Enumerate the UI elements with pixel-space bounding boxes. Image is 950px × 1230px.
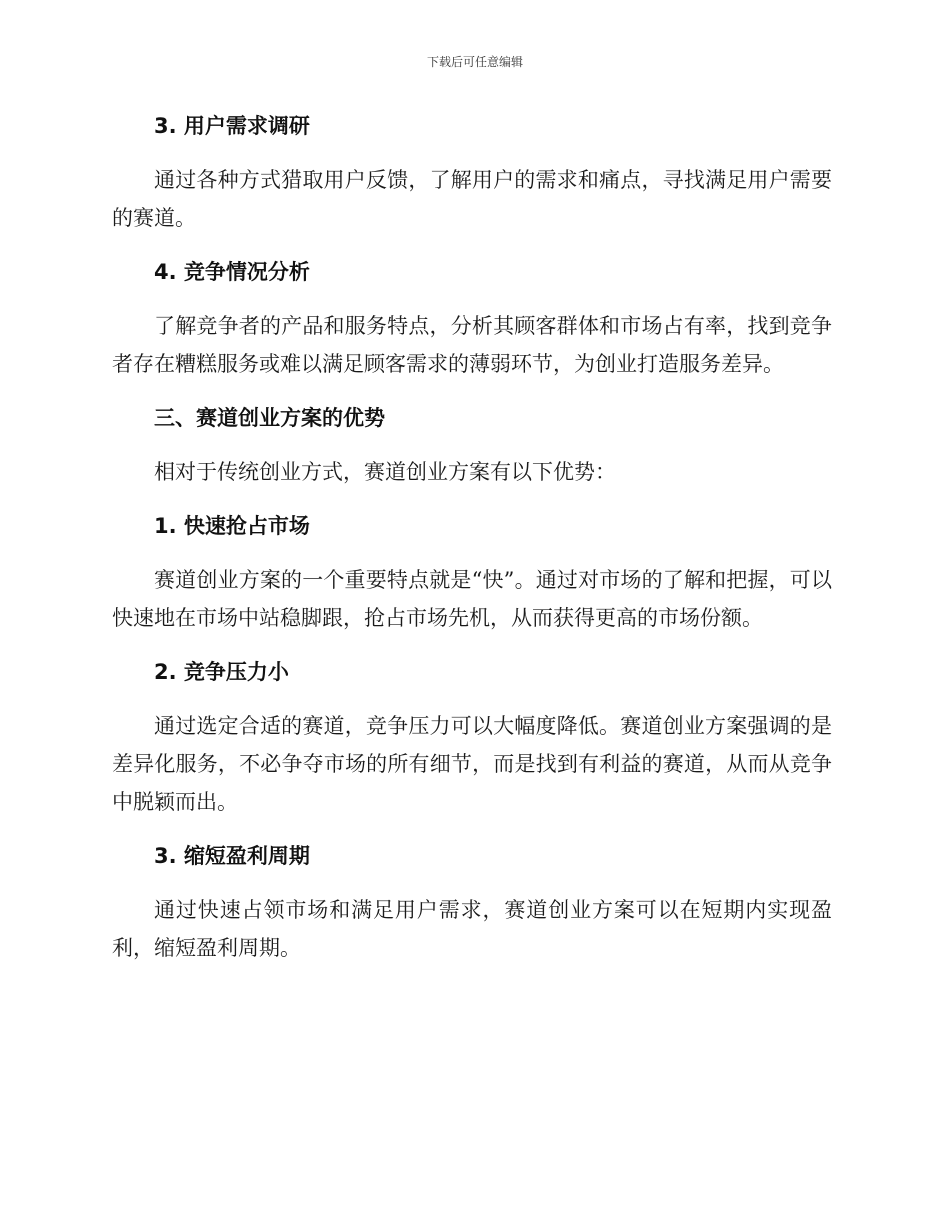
paragraph-competition-analysis: 了解竞争者的产品和服务特点，分析其顾客群体和市场占有率，找到竞争者存在糟糕服务或难以满足顾客需求的薄弱环节，为创业打造服务差异。	[112, 314, 832, 376]
section-heading-low-pressure: 2. 竞争压力小	[154, 660, 289, 684]
section-heading-profit-cycle: 3. 缩短盈利周期	[154, 844, 310, 868]
paragraph-user-research: 通过各种方式猎取用户反馈，了解用户的需求和痛点，寻找满足用户需要的赛道。	[112, 168, 832, 230]
section-heading-advantages: 三、赛道创业方案的优势	[154, 406, 385, 430]
document-body	[112, 107, 832, 983]
section-heading-user-research: 3. 用户需求调研	[154, 114, 310, 138]
paragraph-advantages-intro: 相对于传统创业方式，赛道创业方案有以下优势：	[154, 460, 616, 484]
paragraph-low-pressure: 通过选定合适的赛道，竞争压力可以大幅度降低。赛道创业方案强调的是差异化服务，不必争夺市场的所有细节，而是找到有利益的赛道，从而从竞争中脱颖而出。	[112, 714, 832, 814]
paragraph-fast-market: 赛道创业方案的一个重要特点就是“快”。通过对市场的了解和把握，可以快速地在市场中站稳脚跟，抢占市场先机，从而获得更高的市场份额。	[112, 568, 832, 630]
section-heading-fast-market: 1. 快速抢占市场	[154, 514, 310, 538]
page-header: 下载后可任意编辑	[426, 55, 523, 69]
paragraph-profit-cycle: 通过快速占领市场和满足用户需求，赛道创业方案可以在短期内实现盈利，缩短盈利周期。	[112, 898, 832, 960]
section-heading-competition-analysis: 4. 竞争情况分析	[154, 260, 310, 284]
